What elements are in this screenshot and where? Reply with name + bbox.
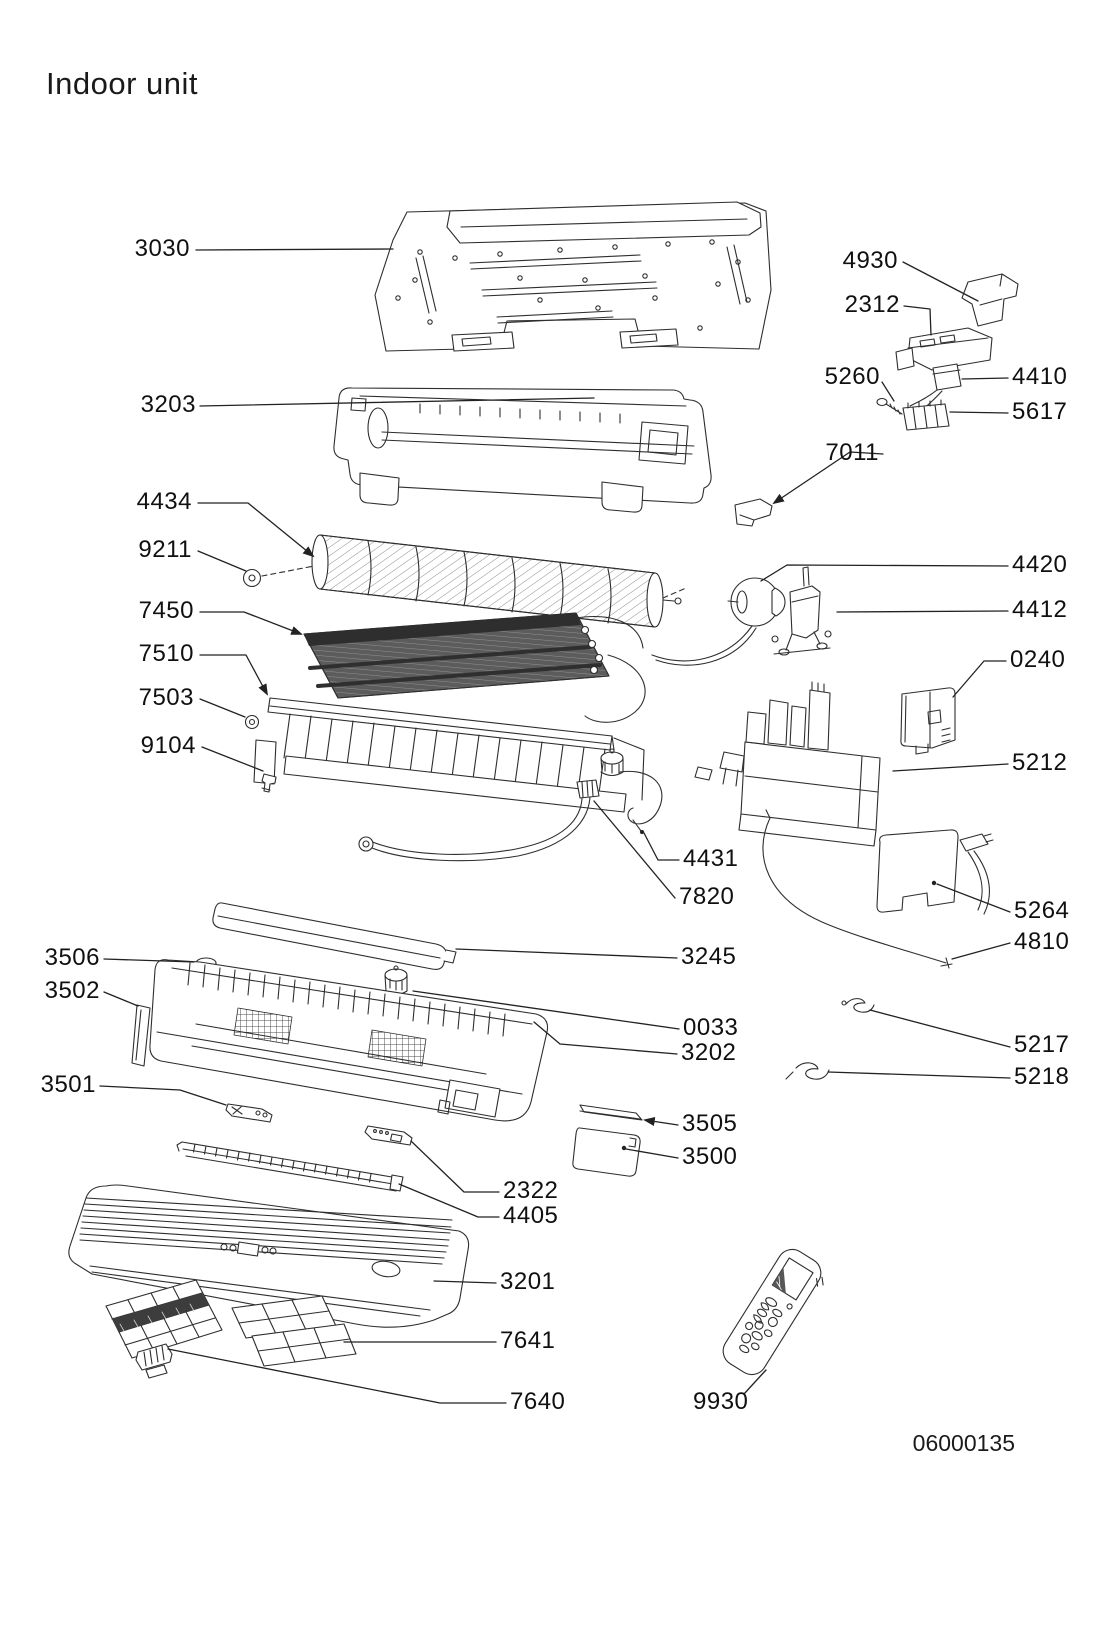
fan-motor-drawing xyxy=(652,578,785,665)
callout-capacitor: 4410 xyxy=(1012,363,1068,391)
callout-support-bracket: 7011 xyxy=(825,439,879,467)
callout-electrical-box-lid: 5264 xyxy=(1014,897,1070,925)
capacitor-drawing xyxy=(910,364,961,410)
callout-remote-control: 9930 xyxy=(693,1388,749,1416)
callout-drain-pan: 7510 xyxy=(138,640,194,668)
chassis-drawing xyxy=(334,388,711,512)
callout-evaporator-coil: 7450 xyxy=(138,597,194,625)
support-bracket-drawing xyxy=(735,499,772,526)
callout-front-frame: 3202 xyxy=(681,1039,737,1067)
callout-control-box: 5212 xyxy=(1012,749,1068,777)
callout-display-window: 3501 xyxy=(40,1071,96,1099)
clip-drawing xyxy=(262,774,276,792)
callout-clip: 9104 xyxy=(140,732,196,760)
electrical-cover-drawing xyxy=(901,688,955,754)
grommet-drawing xyxy=(246,716,259,729)
callout-mounting-plate: 3030 xyxy=(134,235,190,263)
display-window-drawing xyxy=(226,1104,272,1122)
callout-cross-flow-fan: 4434 xyxy=(136,488,192,516)
callout-drain-hose: 7820 xyxy=(679,883,735,911)
callout-sensor-wire-2: 5218 xyxy=(1014,1063,1070,1091)
callout-motor-mount: 4412 xyxy=(1012,596,1068,624)
callout-chassis: 3203 xyxy=(140,391,196,419)
callout-fixing-screw: 5260 xyxy=(824,363,880,391)
callout-air-filter: 7640 xyxy=(510,1388,566,1416)
side-trim-drawing xyxy=(132,1005,150,1066)
sensor-wire-2-drawing xyxy=(786,1063,829,1079)
callout-terminal-block: 5617 xyxy=(1012,398,1068,426)
callout-side-trim: 3502 xyxy=(44,977,100,1005)
display-module-drawing xyxy=(365,1126,412,1145)
cross-flow-fan-drawing xyxy=(312,535,681,627)
callout-terminal-lid: 3500 xyxy=(682,1143,738,1171)
callout-terminal-assembly: 2312 xyxy=(844,291,900,319)
callout-front-panel: 3201 xyxy=(500,1268,556,1296)
evaporator-drawing xyxy=(304,613,645,722)
callout-cover-bracket: 4930 xyxy=(842,247,898,275)
callout-louver-motor: 0033 xyxy=(683,1014,739,1042)
louver-motor-drawing xyxy=(385,966,407,995)
control-box-drawing xyxy=(695,682,880,846)
callout-grommet: 7503 xyxy=(138,684,194,712)
callout-filter-sheet: 7641 xyxy=(500,1327,556,1355)
terminal-assembly-drawing xyxy=(896,328,992,370)
callout-sensor-wire: 5217 xyxy=(1014,1031,1070,1059)
horizontal-louver-drawing xyxy=(213,903,456,970)
cover-strip-drawing xyxy=(580,1105,642,1120)
callout-electrical-cover: 0240 xyxy=(1010,646,1066,674)
electrical-box-lid-drawing xyxy=(877,830,993,914)
cover-bracket-drawing xyxy=(962,274,1018,326)
callout-fan-bearing: 9211 xyxy=(138,536,192,564)
callout-motor-cable: 4431 xyxy=(683,845,739,873)
page-title: Indoor unit xyxy=(46,66,198,101)
mounting-plate-drawing xyxy=(375,202,771,351)
front-frame-drawing xyxy=(150,960,548,1121)
callout-cover-strip: 3505 xyxy=(682,1110,738,1138)
callout-display-module: 2322 xyxy=(503,1177,559,1205)
callout-hinge-piece: 3506 xyxy=(44,944,100,972)
callout-fan-motor: 4420 xyxy=(1012,551,1068,579)
remote-control-drawing xyxy=(718,1244,832,1383)
terminal-lid-drawing xyxy=(573,1128,640,1176)
callout-power-cable: 4810 xyxy=(1014,928,1070,956)
vertical-grille-drawing xyxy=(177,1142,403,1191)
terminal-block-drawing xyxy=(903,400,949,430)
callout-horizontal-louver: 3245 xyxy=(681,943,737,971)
callout-vertical-grille: 4405 xyxy=(503,1202,559,1230)
fixing-screw-drawing xyxy=(877,399,902,415)
sensor-wire-drawing xyxy=(842,999,874,1013)
doc-number: 06000135 xyxy=(912,1430,1015,1456)
